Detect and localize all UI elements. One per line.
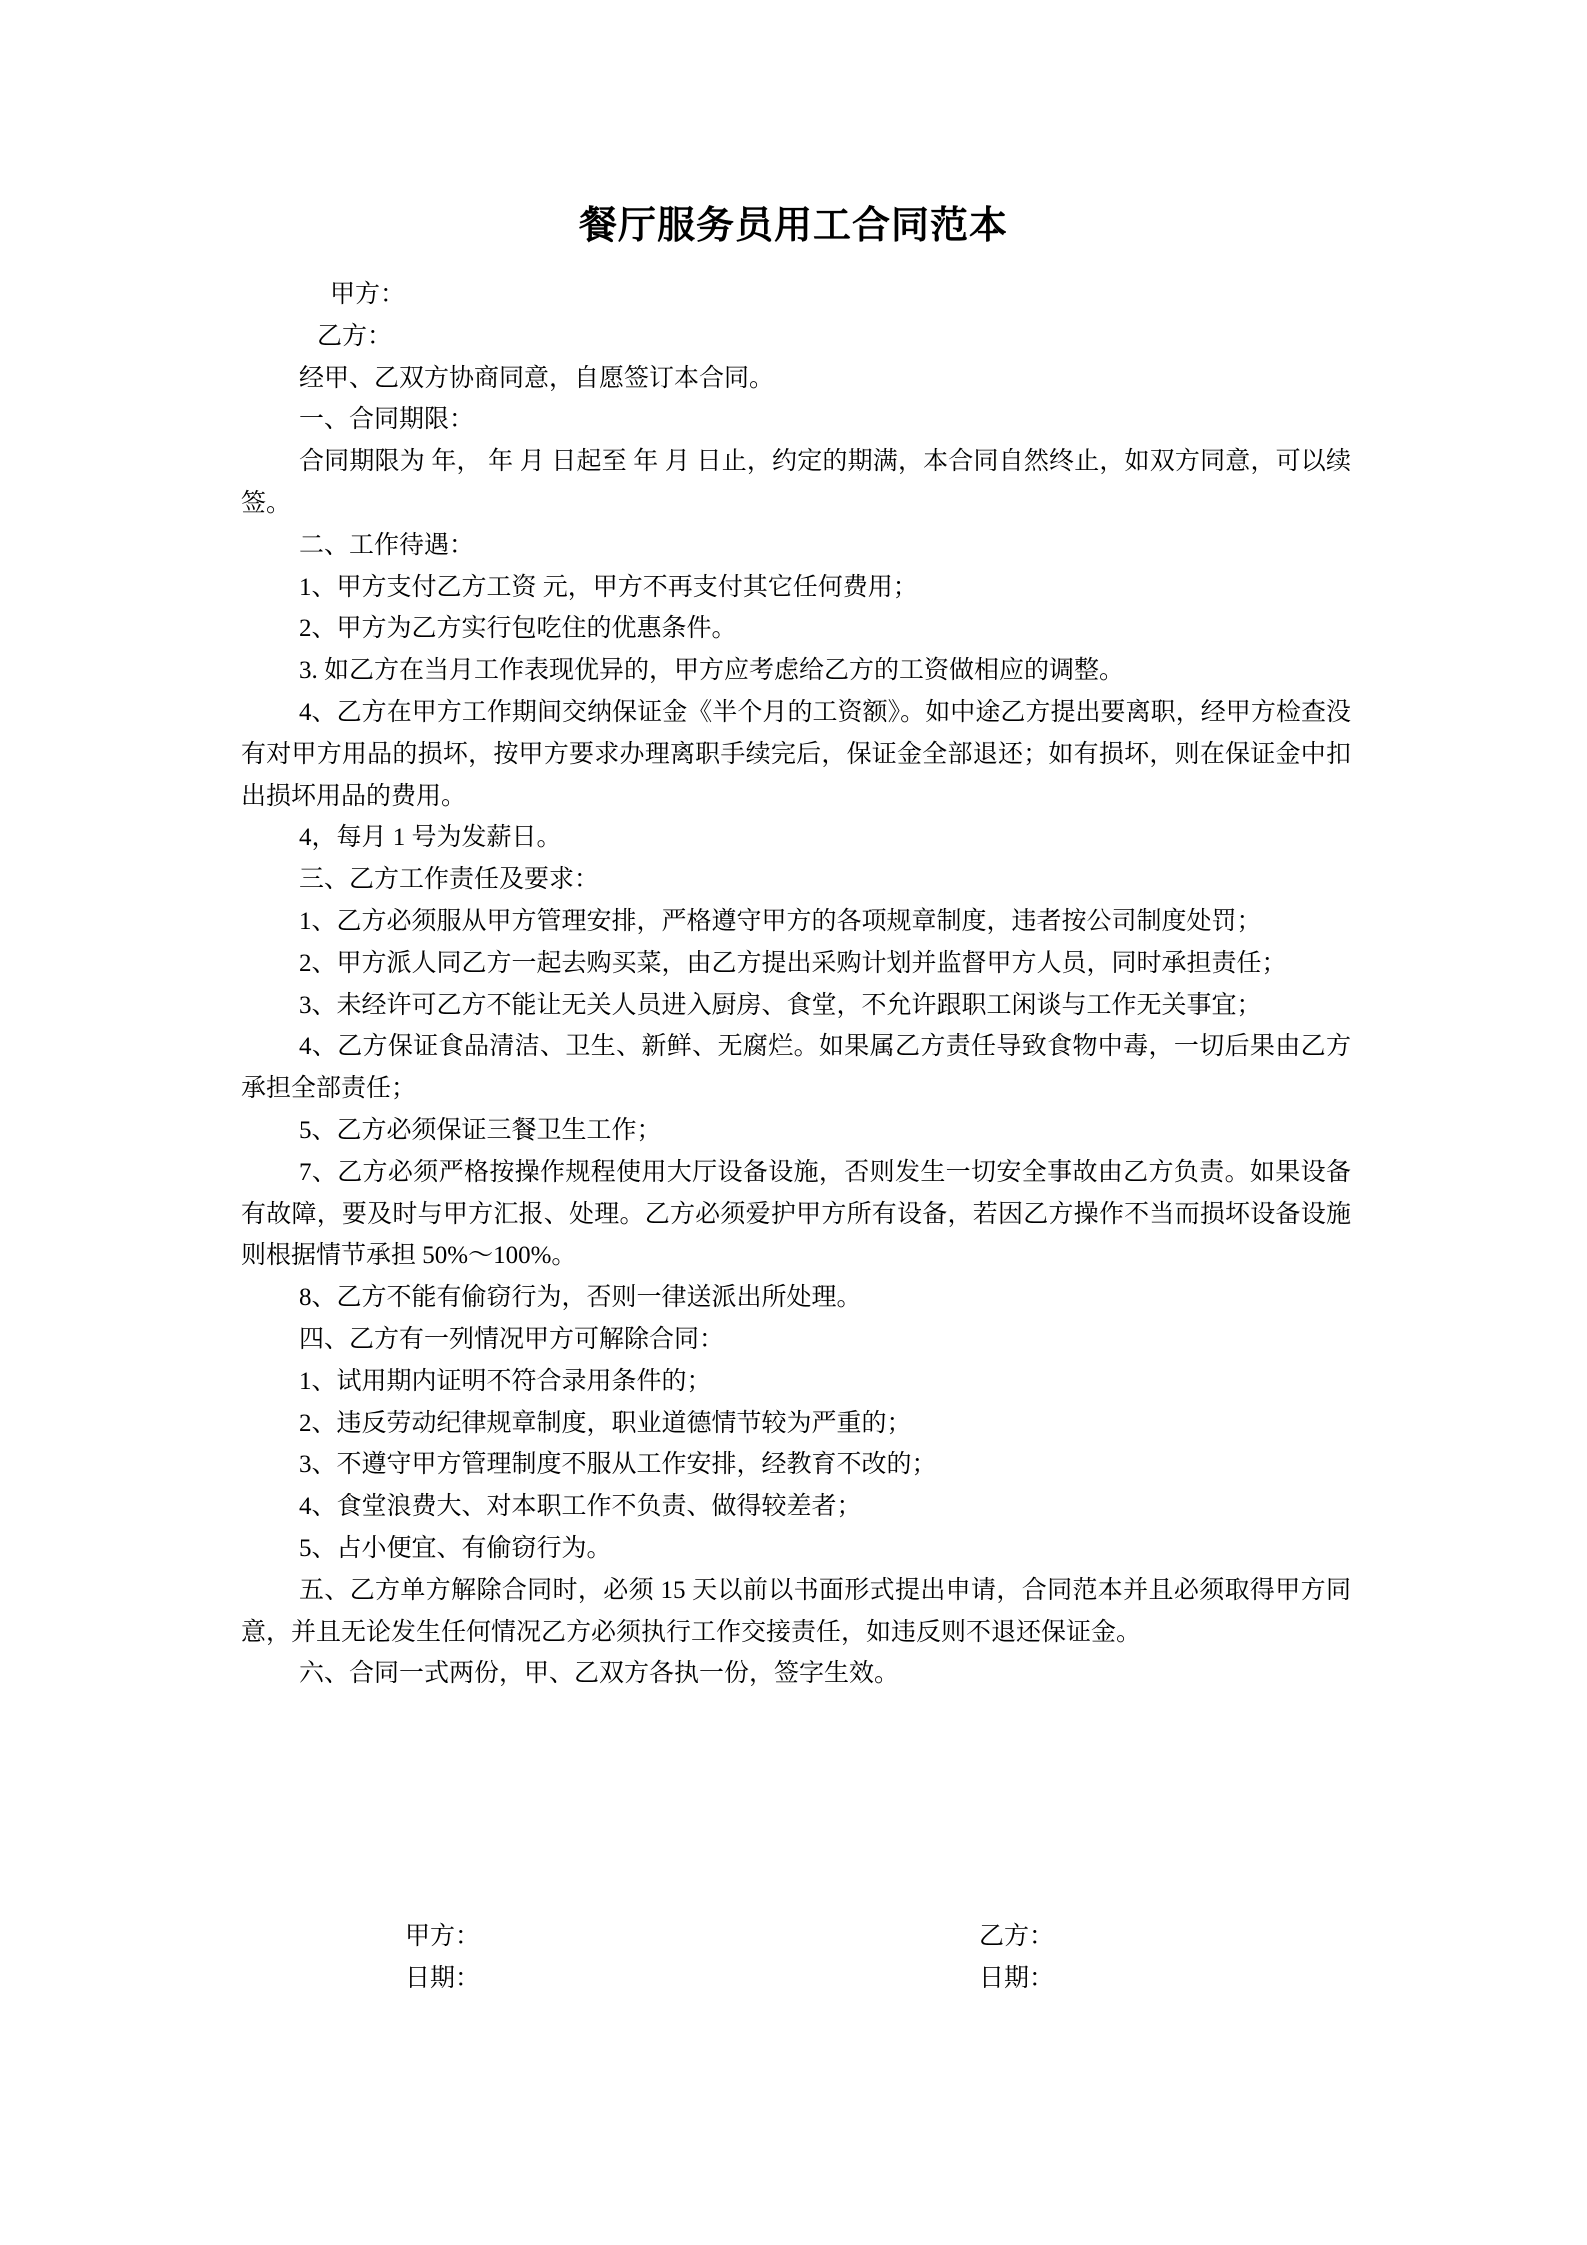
paragraph: 7、乙方必须严格按操作规程使用大厅设备设施，否则发生一切安全事故由乙方负责。如果设备有故障，要及时与甲方汇报、处理。乙方必须爱护甲方所有设备，若因乙方操作不当而损坏设备设施则根据情节承担 50%～100%。 — [241, 1158, 1351, 1270]
paragraph: 4、乙方保证食品清洁、卫生、新鲜、无腐烂。如果属乙方责任导致食物中毒，一切后果由乙方承担全部责任； — [241, 1033, 1351, 1103]
paragraph: 四、乙方有一列情况甲方可解除合同： — [299, 1325, 725, 1353]
paragraph: 甲方： — [330, 281, 406, 308]
paragraph: 3、不遵守甲方管理制度不服从工作安排，经教育不改的； — [299, 1451, 937, 1479]
signature-party-b-label: 乙方： — [979, 1923, 1055, 1950]
paragraph: 3、未经许可乙方不能让无关人员进入厨房、食堂，不允许跟职工闲谈与工作无关事宜； — [299, 991, 1262, 1019]
paragraph: 4、乙方在甲方工作期间交纳保证金《半个月的工资额》。如中途乙方提出要离职，经甲方检查没有对甲方用品的损坏，按甲方要求办理离职手续完后，保证金全部退还；如有损坏，则在保证金中扣出损坏用品的费用。 — [241, 698, 1351, 810]
paragraph: 1、试用期内证明不符合录用条件的； — [299, 1367, 712, 1395]
paragraph: 合同期限为 年， 年 月 日起至 年 月 日止，约定的期满，本合同自然终止，如双方同意，可以续签。 — [241, 448, 1351, 517]
paragraph: 1、乙方必须服从甲方管理安排，严格遵守甲方的各项规章制度，违者按公司制度处罚； — [299, 907, 1262, 935]
signature-block — [0, 1916, 1587, 2000]
paragraph: 4，每月 1 号为发薪日。 — [299, 824, 562, 852]
signature-date-a-label: 日期： — [405, 1964, 481, 1992]
signature-date-row — [0, 1958, 1587, 2000]
paragraph: 三、乙方工作责任及要求： — [299, 866, 600, 894]
paragraph: 1、甲方支付乙方工资 元，甲方不再支付其它任何费用； — [299, 573, 918, 601]
paragraph: 二、工作待遇： — [299, 531, 475, 559]
signature-party-a-label: 甲方： — [405, 1923, 481, 1950]
paragraph: 5、乙方必须保证三餐卫生工作； — [299, 1116, 662, 1144]
document-title: 餐厅服务员用工合同范本 — [578, 205, 1008, 247]
paragraph: 5、占小便宜、有偷窃行为。 — [299, 1534, 612, 1562]
paragraph: 乙方： — [317, 322, 393, 350]
signature-party-row — [0, 1916, 1587, 1958]
paragraph: 六、合同一式两份，甲、乙双方各执一份，签字生效。 — [299, 1660, 900, 1688]
document-body — [241, 274, 1351, 1695]
paragraph: 4、食堂浪费大、对本职工作不负责、做得较差者； — [299, 1493, 862, 1521]
paragraph: 经甲、乙双方协商同意，自愿签订本合同。 — [299, 364, 775, 392]
paragraph: 3. 如乙方在当月工作表现优异的，甲方应考虑给乙方的工资做相应的调整。 — [299, 657, 1125, 685]
paragraph: 2、甲方派人同乙方一起去购买菜，由乙方提出采购计划并监督甲方人员，同时承担责任； — [299, 949, 1287, 977]
paragraph: 2、违反劳动纪律规章制度，职业道德情节较为严重的； — [299, 1409, 912, 1437]
signature-date-b-label: 日期： — [979, 1964, 1055, 1992]
paragraph: 五、乙方单方解除合同时，必须 15 天以前以书面形式提出申请，合同范本并且必须取得甲方同意，并且无论发生任何情况乙方必须执行工作交接责任，如违反则不退还保证金。 — [241, 1576, 1351, 1646]
paragraph: 2、甲方为乙方实行包吃住的优惠条件。 — [299, 615, 737, 643]
paragraph: 8、乙方不能有偷窃行为，否则一律送派出所处理。 — [299, 1284, 862, 1312]
paragraph: 一、合同期限： — [299, 406, 475, 434]
